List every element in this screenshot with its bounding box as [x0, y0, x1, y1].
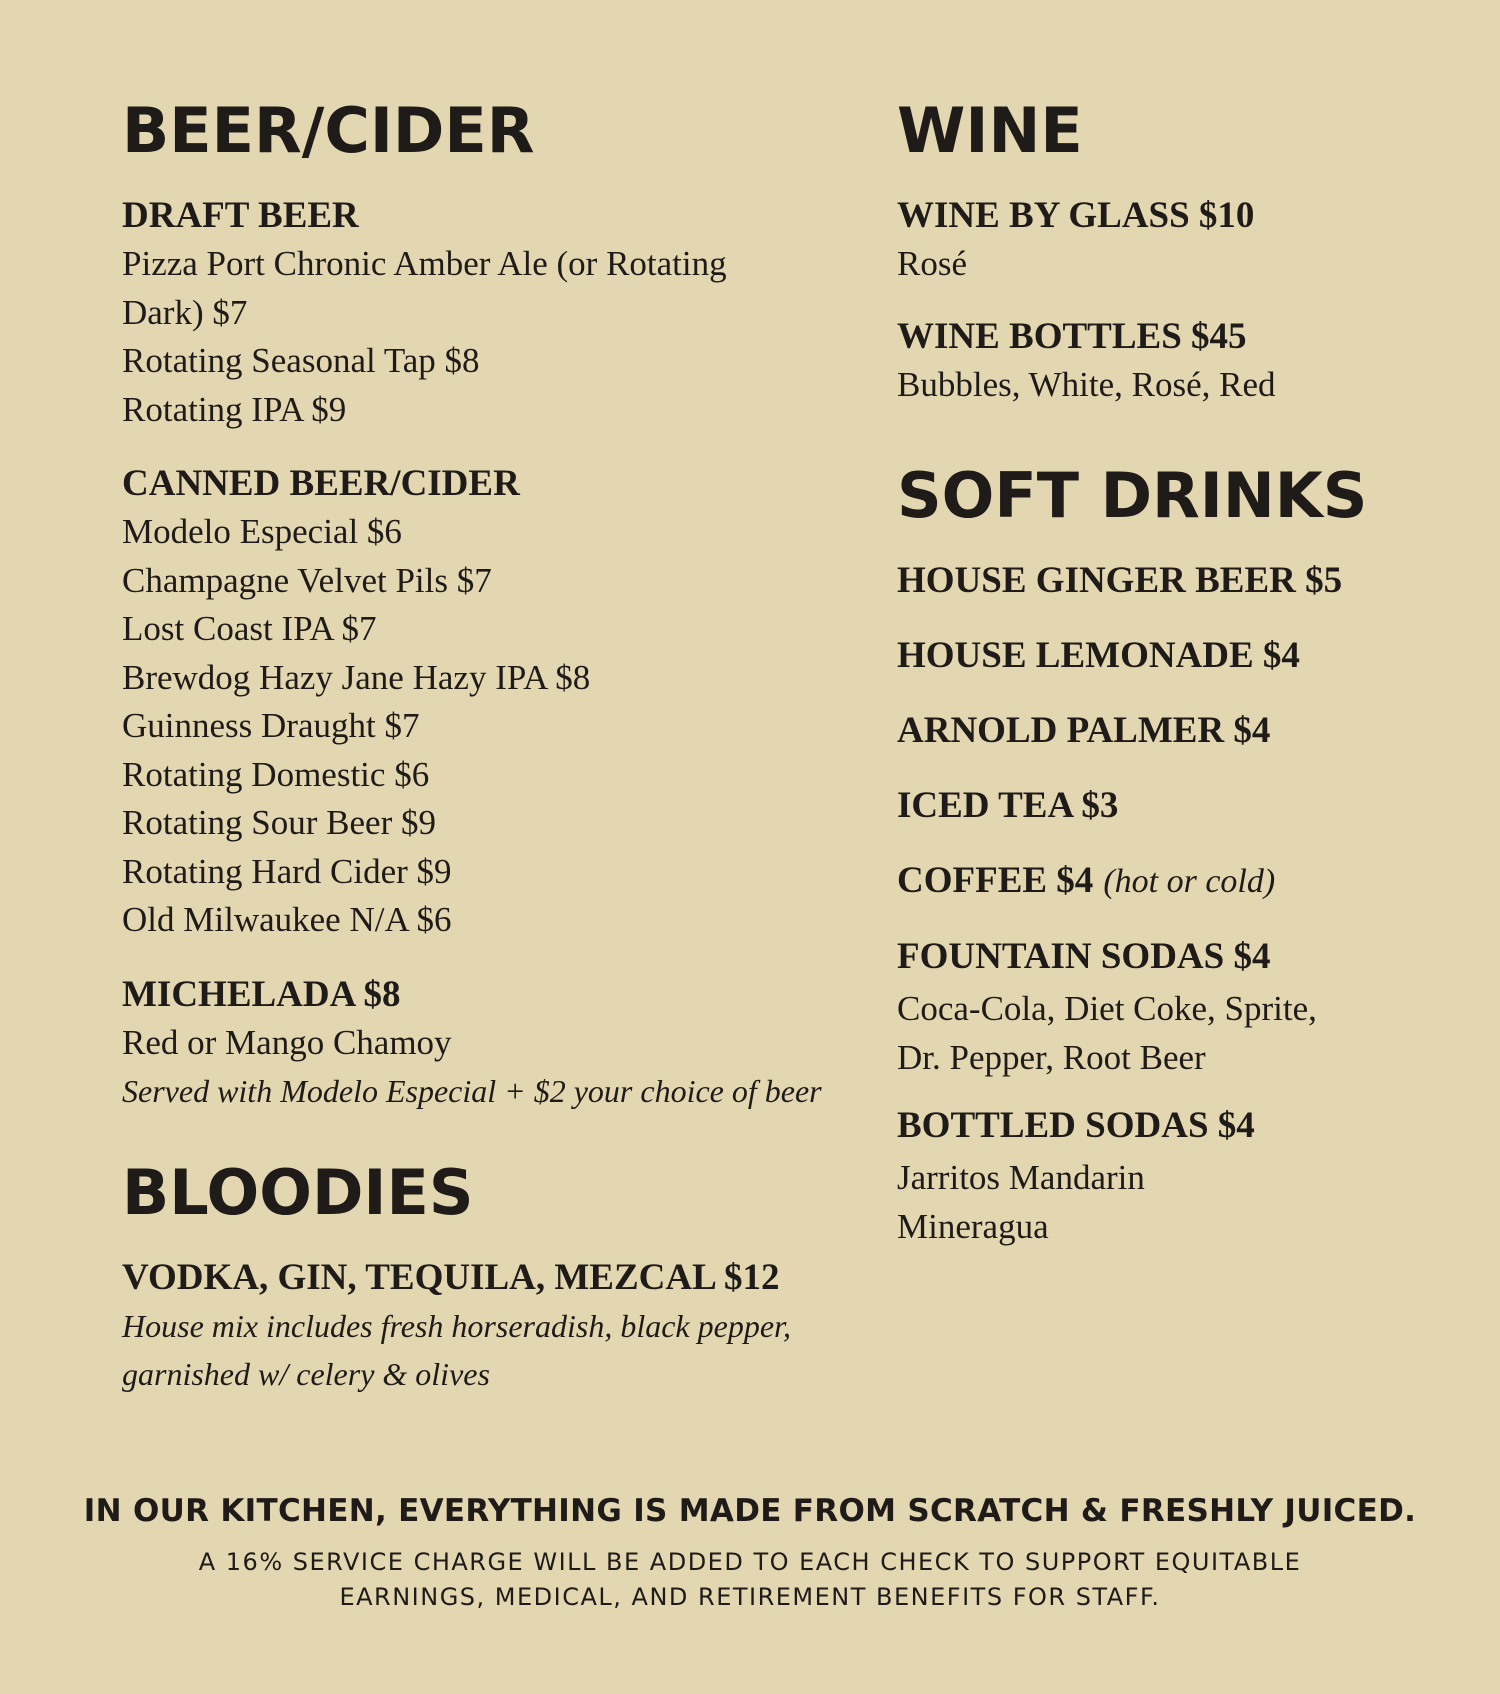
coffee-label: COFFEE $4: [897, 860, 1094, 901]
bloodies-section: [122, 1155, 842, 1399]
lemonade-heading: HOUSE LEMONADE $4: [897, 635, 1300, 676]
menu-item: Jarritos Mandarin: [897, 1158, 1145, 1197]
canned-beer-group: [122, 460, 842, 945]
menu-item: Lost Coast IPA $7: [122, 609, 377, 648]
michelada-heading: MICHELADA $8: [122, 973, 401, 1015]
bloodies-note: House mix includes fresh horseradish, black pepper,: [122, 1307, 791, 1344]
coffee-note: (hot or cold): [1103, 863, 1276, 900]
service-charge-notice: [0, 1545, 1500, 1615]
coffee-heading: [897, 857, 1457, 906]
menu-item: Champagne Velvet Pils $7: [122, 560, 492, 600]
wine-by-glass-heading: WINE BY GLASS $10: [897, 195, 1255, 236]
menu-item: Bubbles, White, Rosé, Red: [897, 364, 1276, 404]
menu-item: Pizza Port Chronic Amber Ale (or Rotating: [122, 244, 727, 283]
bloodies-heading: VODKA, GIN, TEQUILA, MEZCAL $12: [122, 1256, 780, 1298]
menu-item: Mineragua: [897, 1206, 1049, 1246]
arnold-palmer-heading: ARNOLD PALMER $4: [897, 710, 1271, 751]
wine-bottles-group: [897, 313, 1457, 410]
menu-item: Red or Mango Chamoy: [122, 1022, 452, 1062]
michelada-group: [122, 971, 842, 1116]
canned-beer-heading: CANNED BEER/CIDER: [122, 463, 520, 504]
menu-item: Old Milwaukee N/A $6: [122, 900, 452, 939]
soft-drinks-section: [897, 459, 1457, 1251]
menu-item: Modelo Especial $6: [122, 512, 402, 551]
wine-title: WINE: [897, 94, 1083, 167]
left-column: [122, 94, 842, 1399]
menu-item: Brewdog Hazy Jane Hazy IPA $8: [122, 657, 591, 697]
michelada-note: Served with Modelo Especial + $2 your choice of beer: [122, 1073, 822, 1109]
menu-item: Dark) $7: [122, 292, 248, 332]
kitchen-statement: IN OUR KITCHEN, EVERYTHING IS MADE FROM SCRATCH & FRESHLY JUICED.: [83, 1493, 1417, 1529]
menu-item: Rosé: [897, 244, 967, 283]
menu-item: Guinness Draught $7: [122, 706, 420, 745]
bottled-sodas-heading: BOTTLED SODAS $4: [897, 1105, 1255, 1146]
menu-item: Rotating IPA $9: [122, 389, 347, 429]
draft-beer-group: [122, 192, 842, 434]
menu-item: Rotating Hard Cider $9: [122, 851, 452, 891]
wine-by-glass-group: [897, 192, 1457, 289]
bloodies-title: BLOODIES: [122, 1155, 474, 1229]
wine-bottles-heading: WINE BOTTLES $45: [897, 315, 1247, 357]
menu-item: Rotating Sour Beer $9: [122, 803, 436, 842]
beer-cider-title: BEER/CIDER: [122, 94, 535, 167]
menu-item: Coca-Cola, Diet Coke, Sprite,: [897, 989, 1317, 1028]
service-charge-line: EARNINGS, MEDICAL, AND RETIREMENT BENEFITS FOR STAFF.: [339, 1583, 1161, 1611]
iced-tea-heading: ICED TEA $3: [897, 785, 1119, 826]
bloodies-note: garnished w/ celery & olives: [122, 1356, 490, 1392]
right-column: [897, 94, 1457, 1251]
menu-item: Dr. Pepper, Root Beer: [897, 1037, 1206, 1077]
ginger-beer-heading: HOUSE GINGER BEER $5: [897, 560, 1343, 601]
menu-item: Rotating Seasonal Tap $8: [122, 341, 480, 380]
draft-beer-heading: DRAFT BEER: [122, 195, 359, 236]
fountain-sodas-heading: FOUNTAIN SODAS $4: [897, 936, 1271, 977]
soft-drinks-title: SOFT DRINKS: [897, 459, 1368, 532]
menu-item: Rotating Domestic $6: [122, 754, 430, 794]
service-charge-line: A 16% SERVICE CHARGE WILL BE ADDED TO EACH CHECK TO SUPPORT EQUITABLE: [198, 1548, 1302, 1576]
